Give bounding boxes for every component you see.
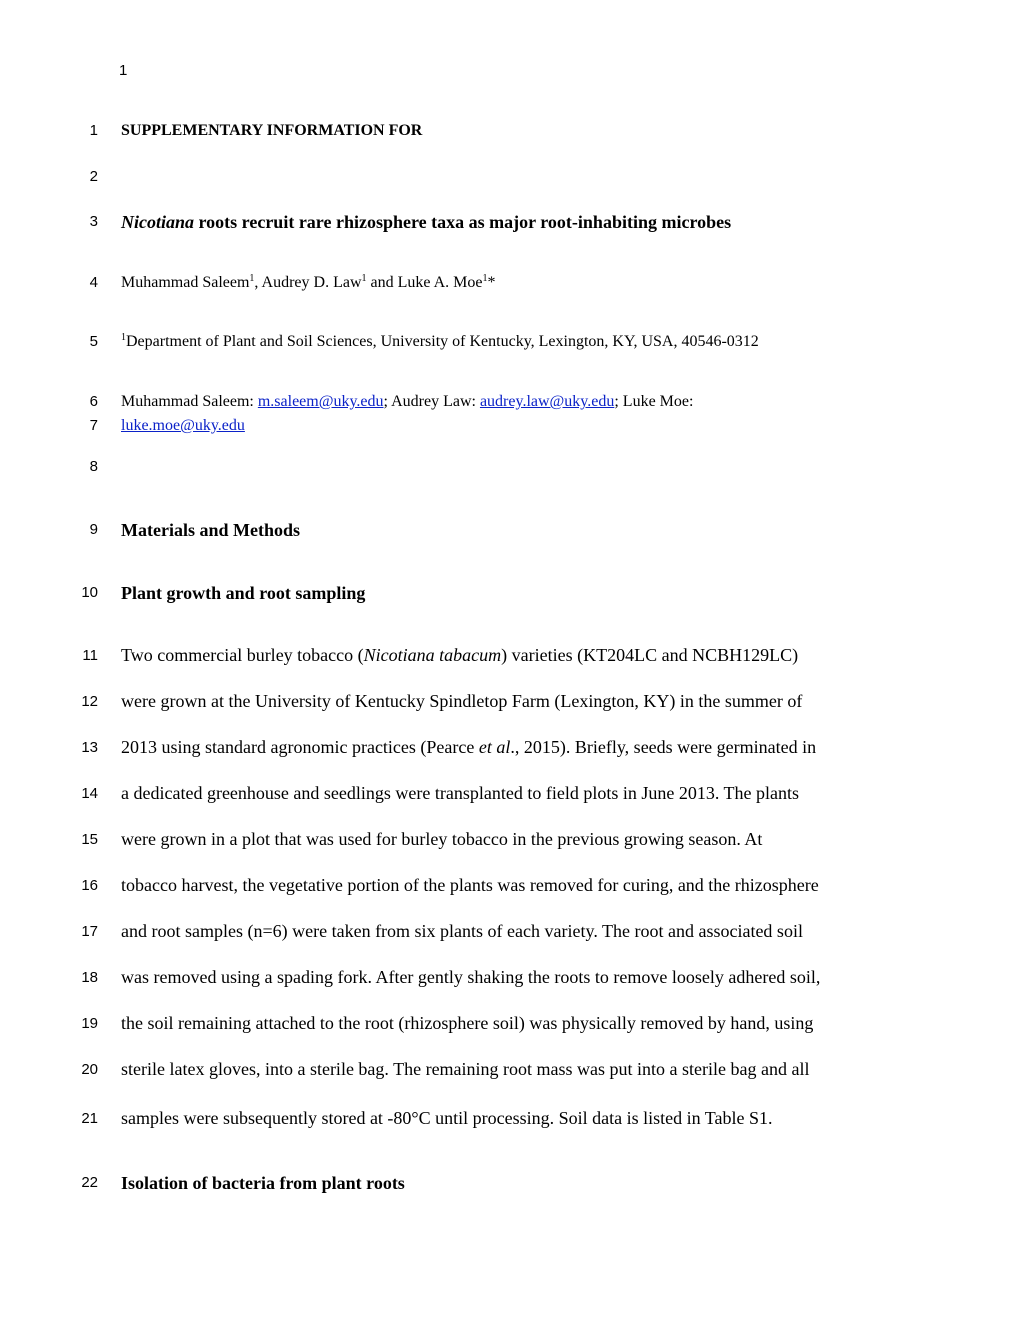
citation-etal: et al xyxy=(478,737,511,757)
email-link-saleem[interactable]: m.saleem@uky.edu xyxy=(257,393,384,410)
body-text: Two commercial burley tobacco ( xyxy=(121,645,364,665)
line-number: 10 xyxy=(81,584,98,601)
line-number: 17 xyxy=(81,923,98,940)
body-line xyxy=(121,737,816,758)
body-line xyxy=(121,645,798,666)
author-3: and Luke A. Moe xyxy=(366,274,483,291)
contact-prefix-3: ; Luke Moe: xyxy=(614,393,694,410)
line-number: 5 xyxy=(89,333,98,350)
author-3-affil: 1 xyxy=(482,273,488,284)
body-line: a dedicated greenhouse and seedlings were transplanted to field plots in June 2013. The plants xyxy=(121,783,799,803)
email-link-law[interactable]: audrey.law@uky.edu xyxy=(479,393,615,410)
paper-title xyxy=(121,212,731,233)
body-line: sterile latex gloves, into a sterile bag. The remaining root mass was put into a sterile bag and all xyxy=(121,1059,810,1079)
subheading-isolation: Isolation of bacteria from plant roots xyxy=(121,1173,405,1193)
line-number: 2 xyxy=(89,168,98,185)
author-1-affil: 1 xyxy=(249,273,255,284)
body-line: were grown at the University of Kentucky Spindletop Farm (Lexington, KY) in the summer of xyxy=(121,691,803,711)
contact-line xyxy=(121,393,693,411)
line-number: 1 xyxy=(89,122,98,139)
subheading-plant-growth: Plant growth and root sampling xyxy=(121,583,366,603)
body-text: ) varieties (KT204LC and NCBH129LC) xyxy=(501,645,799,665)
line-number: 12 xyxy=(81,693,98,710)
line-number: 19 xyxy=(81,1015,98,1032)
affiliation-text: Department of Plant and Soil Sciences, University of Kentucky, Lexington, KY, USA, 40546-0312 xyxy=(126,333,759,350)
affiliation-number: 1 xyxy=(121,332,126,343)
line-number: 22 xyxy=(81,1174,98,1191)
supplementary-heading: SUPPLEMENTARY INFORMATION FOR xyxy=(121,122,423,139)
affiliation xyxy=(121,333,759,351)
page-number: 1 xyxy=(119,62,128,79)
line-number: 11 xyxy=(82,647,98,664)
line-number: 6 xyxy=(89,393,98,410)
title-genus: Nicotiana xyxy=(121,212,195,232)
line-number: 13 xyxy=(81,739,98,756)
line-number: 7 xyxy=(89,417,98,434)
line-number: 14 xyxy=(81,785,98,802)
line-number: 16 xyxy=(81,877,98,894)
contact-line-2 xyxy=(121,417,245,435)
line-number: 8 xyxy=(89,458,98,475)
author-2: , Audrey D. Law xyxy=(254,274,362,291)
line-number: 21 xyxy=(81,1110,98,1127)
section-heading: Materials and Methods xyxy=(121,520,300,540)
line-number: 15 xyxy=(81,831,98,848)
author-list xyxy=(121,274,496,292)
body-line: was removed using a spading fork. After gently shaking the roots to remove loosely adhered soil, xyxy=(121,967,821,987)
author-1: Muhammad Saleem xyxy=(121,274,250,291)
line-number: 18 xyxy=(81,969,98,986)
author-2-affil: 1 xyxy=(361,273,367,284)
email-link-moe[interactable]: luke.moe@uky.edu xyxy=(121,417,245,434)
body-line: samples were subsequently stored at -80°C until processing. Soil data is listed in Table S1. xyxy=(121,1108,773,1128)
corresponding-mark: * xyxy=(487,274,496,291)
line-number: 4 xyxy=(89,274,98,291)
body-line: tobacco harvest, the vegetative portion of the plants was removed for curing, and the rhizosphere xyxy=(121,875,819,895)
contact-prefix-2: ; Audrey Law: xyxy=(383,393,480,410)
body-text: 2013 using standard agronomic practices (Pearce xyxy=(121,737,479,757)
body-text: ., 2015). Briefly, seeds were germinated in xyxy=(510,737,817,757)
line-number: 20 xyxy=(81,1061,98,1078)
body-line: and root samples (n=6) were taken from six plants of each variety. The root and associated soil xyxy=(121,921,803,941)
title-rest: roots recruit rare rhizosphere taxa as major root-inhabiting microbes xyxy=(194,212,732,232)
body-line: were grown in a plot that was used for burley tobacco in the previous growing season. At xyxy=(121,829,763,849)
line-number: 9 xyxy=(89,521,98,538)
species-name: Nicotiana tabacum xyxy=(363,645,502,665)
body-line: the soil remaining attached to the root (rhizosphere soil) was physically removed by hand, using xyxy=(121,1013,814,1033)
line-number: 3 xyxy=(89,213,98,230)
contact-prefix-1: Muhammad Saleem: xyxy=(121,393,258,410)
